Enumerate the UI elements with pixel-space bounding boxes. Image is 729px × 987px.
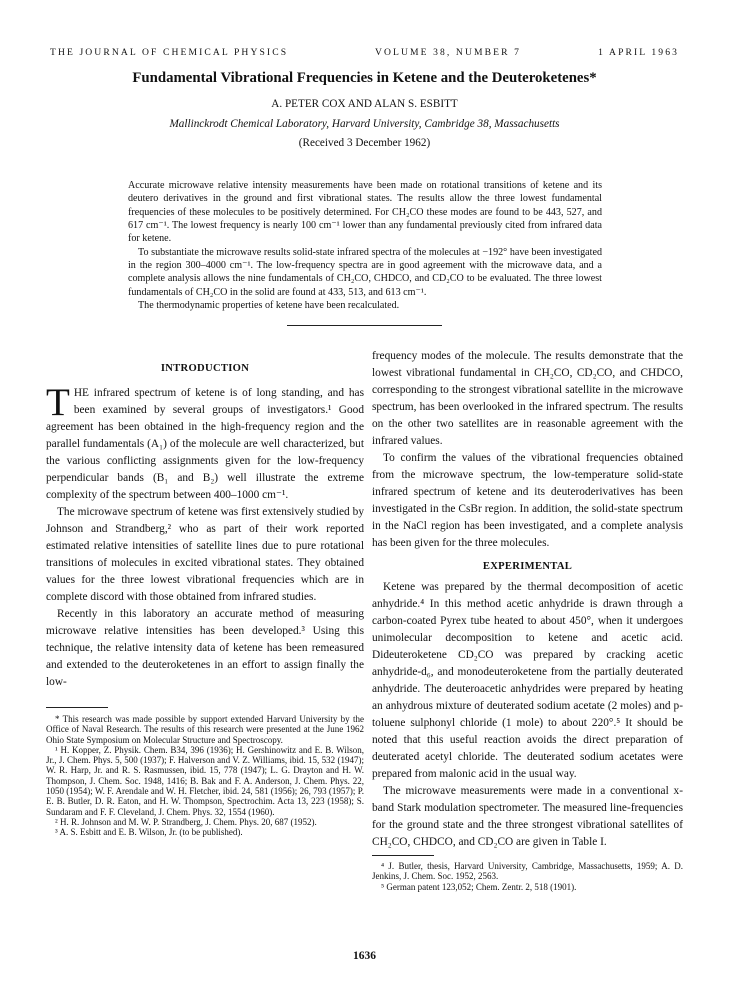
experimental-paragraph: Ketene was prepared by the thermal decomposition of acetic anhydride.⁴ In this method acetic anhydride is drawn through a carbon-coated Pyrex tube heated to about 450°, when it undergoes unimolecular decomposition to ketene and acetic acid. Dideuteroketene CD₂CO was prepared by cracking acetic anhydride-d₆, and monodeuteroketene from the partially deuterated anhydride. The deuteroacetic anhydrides were prepared by heating an anhydrous mixture of deuterated sodium acetate (2 moles) and p-toluene sulphonyl chloride (1 mole) to about 220°.⁵ It should be noted that this useful reaction avoids the direct preparation of deuterated acetyl chloride. The deuterated sodium acetates were prepared from malonic acid in the usual way. [372,581,683,780]
right-column [372,348,683,892]
intro-paragraph [46,381,364,504]
left-column [46,348,364,838]
introduction-heading: INTRODUCTION [160,363,250,374]
abstract-paragraph: To substantiate the microwave results solid-state infrared spectra of the molecules at −192° have been investigated in the region 300–4000 cm⁻¹. The low-frequency spectra are in good agreement with the microwave data, and a complete analysis allows the nine fundamentals of CH₂CO, CHDCO, and CD₂CO to be evaluated. The three lowest fundamentals of CH₂CO in the solid are found at 433, 513, and 613 cm⁻¹. [128,246,602,298]
intro-paragraph-text: HE infrared spectrum of ketene is of long standing, and has been examined by several groups of investigators.¹ Good agreement has been obtained in the high-frequency region and the parallel fundamentals (A₁) of the molecule are well characterized, but the various conflicting assignments given for the low-frequency perpendicular bands (B₁ and B₂) well illustrate the extreme complexity of the spectrum between 400–1000 cm⁻¹. [46,387,364,501]
issue-date: 1 APRIL 1963 [598,47,679,58]
received-date: (Received 3 December 1962) [298,137,431,149]
footnotes-left [46,714,364,838]
footnote: ⁵ German patent 123,052; Chem. Zentr. 2, 518 (1901). [381,881,577,892]
footnote: ⁴ J. Butler, thesis, Harvard University, Cambridge, Massachusetts, 1959; A. D. Jenkins, J. Chem. Soc. 1952, 2563. [372,861,683,882]
intro-paragraph: The microwave spectrum of ketene was first extensively studied by Johnson and Strandberg,² who as part of their work reported estimated relative intensities of satellite lines due to pure rotational transitions of molecules in excited vibrational states. They obtained values for the three lowest vibrational frequencies which are in complete discord with those obtained from infrared studies. [46,506,364,603]
drop-cap: T [46,381,70,424]
abstract-paragraph: Accurate microwave relative intensity measurements have been made on rotational transitions of ketene and its deutero derivatives in the ground and first vibrational states. The results allow the three lowest fundamental frequencies of these molecules to be positively determined. For CH₂CO these modes are found to be 443, 527, and 617 cm⁻¹. The lowest frequency is nearly 100 cm⁻¹ lower than any fundamental previously cited from infrared data for ketene. [128,180,602,245]
intro-paragraph: To confirm the values of the vibrational frequencies obtained from the microwave spectrum, the low-temperature solid-state infrared spectrum of ketene and its deuteroderivatives has been investigated in the CsBr region. In addition, the solid-state spectrum in the NaCl region has been investigated, and a complete analysis has been given for the three molecules. [372,452,683,549]
author-affiliation: Mallinckrodt Chemical Laboratory, Harvard University, Cambridge 38, Massachusetts [169,118,560,130]
footnotes-right [372,861,683,892]
footnote-rule [372,855,434,856]
section-divider [287,325,442,326]
abstract [128,179,602,312]
footnote: ³ A. S. Esbitt and E. B. Wilson, Jr. (to be published). [55,827,243,838]
volume-number: VOLUME 38, NUMBER 7 [375,47,521,58]
intro-paragraph: Recently in this laboratory an accurate method of measuring microwave relative intensities has been developed.³ Using this technique, the relative intensity data of ketene has been remeasured and extended to the deuteroketenes in an effort to assign finally the low- [46,608,364,688]
intro-paragraph-continued: frequency modes of the molecule. The results demonstrate that the lowest vibrational fundamental in CH₂CO, CD₂CO, and CHDCO, corresponding to the strongest vibrational satellite in the microwave spectrum, has been overlooked in the infrared spectrum. The results on the other two satellites are in reasonable agreement with the infrared values. [372,350,683,447]
footnote: ¹ H. Kopper, Z. Physik. Chem. B34, 396 (1936); H. Gershinowitz and E. B. Wilson, Jr., J. Chem. Phys. 5, 500 (1937); F. Halverson and V. Z. Williams, ibid. 15, 532 (1947); W. R. Harp, Jr. and R. S. Rasmussen, ibid. 15, 778 (1947); L. G. Drayton and H. W. Thompson, J. Chem. Soc. 1948, 1416; B. Bak and F. A. Anderson, J. Chem. Phys. 22, 1050 (1954); W. F. Arendale and W. H. Fletcher, ibid. 24, 581 (1956); 26, 793 (1957); P. E. B. Butler, D. R. Eaton, and H. W. Thompson, Spectrochim. Acta 13, 223 (1958); S. Sundaram and F. F. Cleveland, J. Chem. Phys. 32, 1554 (1960). [46,744,364,817]
experimental-paragraph: The microwave measurements were made in a conventional x-band Stark modulation spectrometer. The measured line-frequencies for the ground state and the three strongest vibrational satellites of CH₂CO, CHDCO, and CD₂CO are given in Table I. [372,785,683,848]
journal-name: THE JOURNAL OF CHEMICAL PHYSICS [50,47,289,58]
abstract-paragraph: The thermodynamic properties of ketene have been recalculated. [138,300,400,312]
page-number: 1636 [353,950,376,962]
article-title: Fundamental Vibrational Frequencies in Ketene and the Deuteroketenes* [132,70,597,86]
footnote: ² H. R. Johnson and M. W. P. Strandberg, J. Chem. Phys. 20, 687 (1952). [55,816,317,827]
footnote-rule [46,707,108,708]
footnote: * This research was made possible by support extended Harvard University by the Office of Naval Research. The results of this research were presented at the June 1962 Ohio State Symposium on Molecular Structure and Spectroscopy. [46,714,364,745]
article-authors: A. PETER COX AND ALAN S. ESBITT [271,98,458,110]
running-head [50,46,679,60]
experimental-heading: EXPERIMENTAL [482,561,573,572]
